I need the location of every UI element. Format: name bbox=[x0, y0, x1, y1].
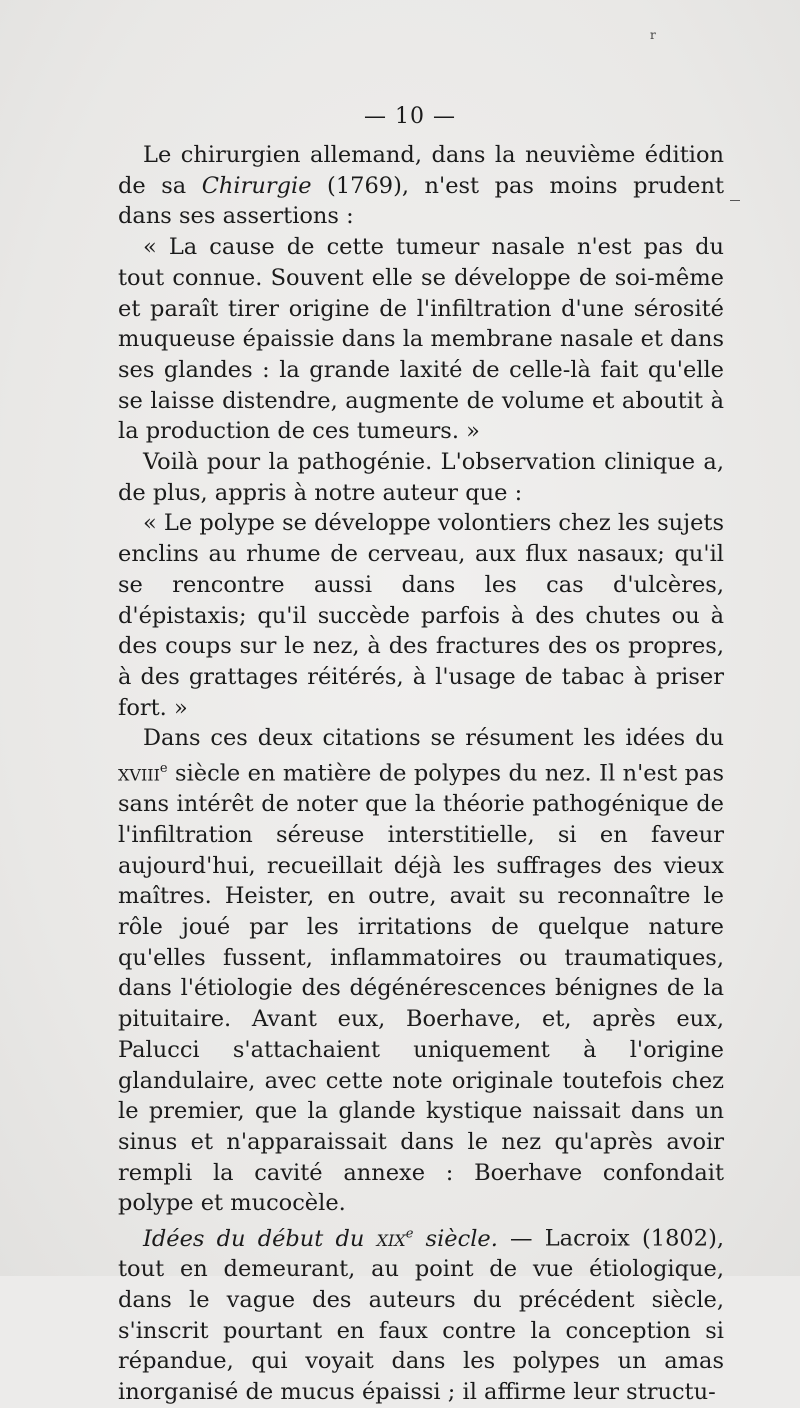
book-title: Chirurgie bbox=[201, 172, 312, 199]
margin-dash bbox=[730, 200, 740, 201]
margin-mark: r bbox=[650, 28, 656, 42]
page-number: — 10 — bbox=[364, 104, 456, 129]
paragraph-6: Idées du début du xix$^e$ siècle. — Lacroix (1802), tout en demeurant, au point de vue étiologique, dans le vague des auteurs du précédent siècle, s'inscrit pourtant en faux contre la conception si répandue, qui voyait dans les polypes un amas inorganisé de mucus épaissi ; il affirme leur structu- bbox=[118, 1225, 724, 1406]
century-numeral: xviii bbox=[118, 760, 160, 787]
body-text bbox=[118, 140, 724, 1408]
paragraph-2-quote: « La cause de cette tumeur nasale n'est pas du tout connue. Souvent elle se développe de soi-même et paraît tirer origine de l'infiltration d'une sérosité muqueuse épaissie dans la membrane nasale et dans ses glandes : la grande laxité de celle-là fait qu'elle se laisse distendre, augmente de volume et aboutit à la production de ces tumeurs. » bbox=[118, 234, 724, 445]
section-heading: Idées du début du xix$^e$ siècle. bbox=[143, 1225, 498, 1252]
paragraph-4-quote: « Le polype se développe volontiers chez les sujets enclins au rhume de cerveau, aux flux nasaux; qu'il se rencontre aussi dans les cas d'ulcères, d'épistaxis; qu'il succède parfois à des chutes ou à des coups sur le nez, à des fractures des os propres, à des grattages réitérés, à l'usage de tabac à priser fort. » bbox=[118, 510, 724, 721]
paragraph-1: Le chirurgien allemand, dans la neuvième édition de sa Chirurgie (1769), n'est pas moins prudent dans ses assertions : bbox=[118, 142, 724, 230]
paragraph-3: Voilà pour la pathogénie. L'observation clinique a, de plus, appris à notre auteur que : bbox=[118, 449, 724, 506]
paragraph-5: Dans ces deux citations se résument les idées du xviii$^e$ siècle en matière de polypes du nez. Il n'est pas sans intérêt de noter que la théorie pathogénique de l'infiltration séreuse interstitielle, si en faveur aujourd'hui, recueillait déjà les suffrages des vieux maîtres. Heister, en outre, avait su reconnaître le rôle joué par les irritations de quelque nature qu'elles fussent, inflammatoires ou traumatiques, dans l'étiologie des dégénérescences bénignes de la pituitaire. Avant eux, Boerhave, et, après eux, Palucci s'attachaient uniquement à l'origine glandulaire, avec cette note originale toutefois chez le premier, que la glande kystique naissait dans un sinus et n'apparaissait dans le nez qu'après avoir rempli la cavité annexe : Boerhave confondait polype et mucocèle. bbox=[118, 725, 724, 1217]
